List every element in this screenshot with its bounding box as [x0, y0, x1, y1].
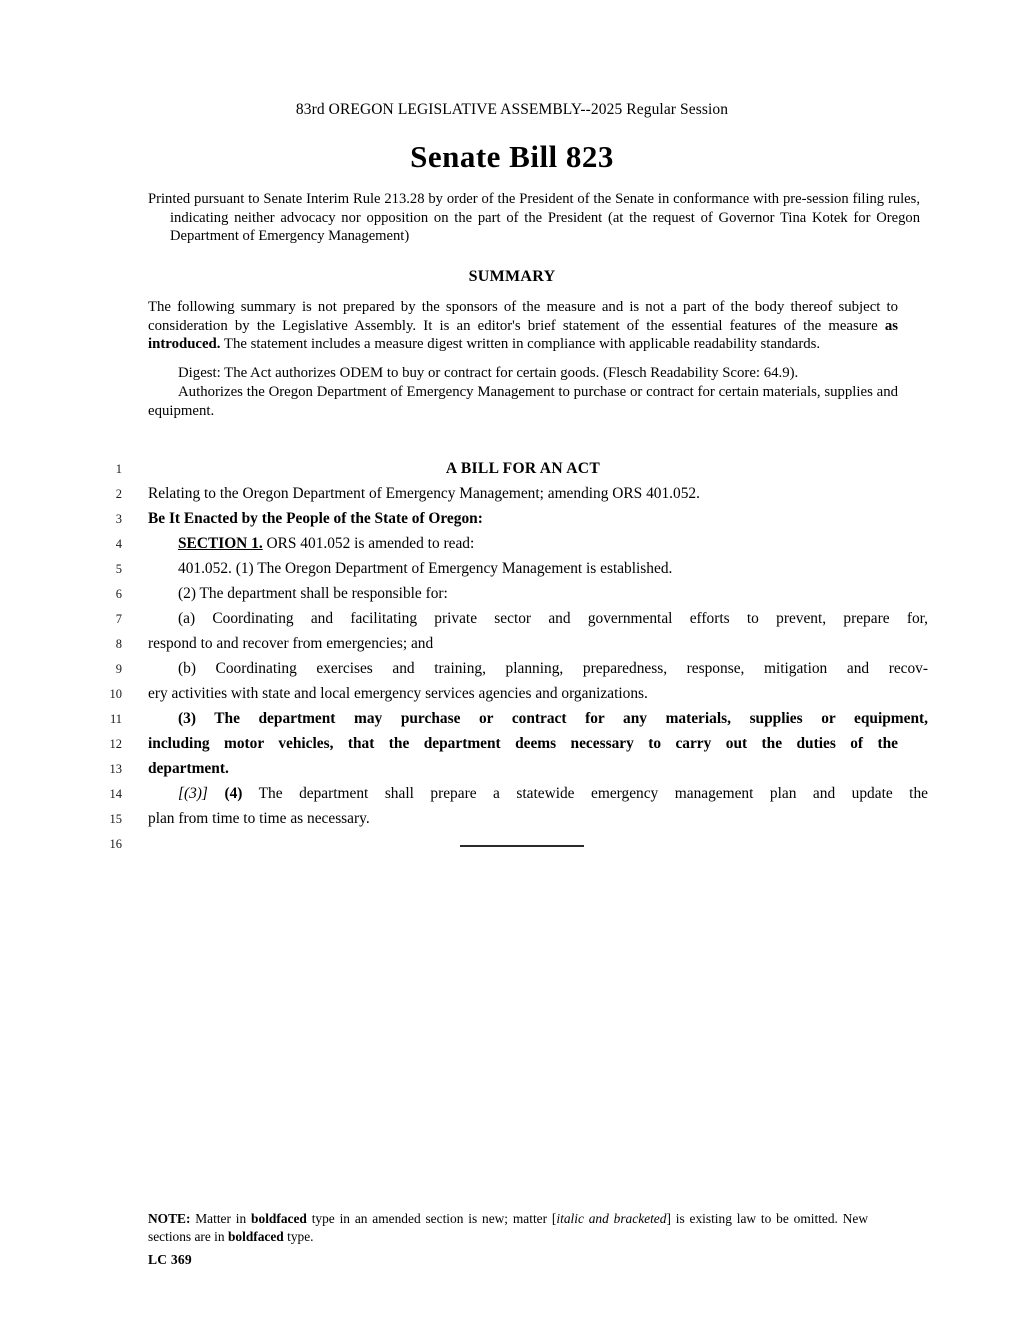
line-content	[148, 533, 928, 555]
line-content: Be It Enacted by the People of the State of Oregon:	[148, 510, 483, 527]
line-remainder: The department shall prepare a statewide emergency management plan and update the	[242, 785, 928, 802]
section-text: ORS 401.052 is amended to read:	[262, 535, 475, 552]
note-italic-bracketed: italic and bracketed	[556, 1211, 667, 1226]
bracketed-omitted-text: [(3)]	[178, 785, 208, 802]
summary-disclaimer-text-1: The following summary is not prepared by the sponsors of the measure and is not a part of the body thereof subject to consideration by the Legislative Assembly. It is an editor's brief statement of the essential features of the measure	[148, 299, 898, 334]
bill-line	[0, 583, 1024, 608]
line-number: 5	[115, 562, 122, 576]
act-heading: A BILL FOR AN ACT	[445, 460, 601, 477]
note-text-4: type.	[283, 1228, 314, 1244]
bill-line	[0, 833, 1024, 858]
line-content: (2) The department shall be responsible for:	[178, 585, 448, 602]
end-of-bill-rule	[460, 845, 584, 847]
bill-line	[0, 608, 1024, 633]
line-number: 16	[109, 837, 122, 851]
footer-note-paragraph	[148, 1210, 868, 1245]
line-number: 7	[115, 612, 122, 626]
bill-line	[0, 683, 1024, 708]
summary-body	[148, 298, 898, 420]
note-text-2: type in an amended section is new; matter [	[306, 1211, 557, 1226]
bill-line	[0, 633, 1024, 658]
line-number: 12	[109, 737, 122, 751]
line-number: 8	[115, 637, 122, 651]
line-number: 3	[115, 512, 122, 526]
new-subsection-number: (4)	[224, 785, 243, 802]
note-text-3: ] is existing law to be omitted. New sections are in	[148, 1211, 869, 1244]
line-number: 13	[109, 762, 122, 776]
summary-digest-paragraph: Digest: The Act authorizes ODEM to buy or contract for certain goods. (Flesch Readability Score: 64.9).	[178, 365, 799, 382]
summary-authorizes-paragraph: Authorizes the Oregon Department of Emergency Management to purchase or contract for certain materials, supplies and equipment.	[148, 383, 898, 419]
bill-title: Senate Bill 823	[410, 139, 614, 174]
line-number: 9	[115, 662, 122, 676]
line-number: 2	[115, 487, 122, 501]
line-number: 6	[115, 587, 122, 601]
bill-body	[0, 458, 1024, 858]
line-content: department.	[148, 760, 229, 777]
bill-line	[0, 483, 1024, 508]
bill-line	[0, 708, 1024, 733]
line-number: 15	[109, 812, 122, 826]
note-text-1: Matter in	[190, 1211, 252, 1226]
bill-line	[0, 658, 1024, 683]
summary-heading: SUMMARY	[468, 268, 556, 285]
line-number: 1	[115, 462, 122, 476]
line-content: 401.052. (1) The Oregon Department of Emergency Management is established.	[178, 560, 673, 577]
bill-line	[0, 458, 1024, 483]
bill-line	[0, 758, 1024, 783]
line-number: 10	[109, 687, 122, 701]
bill-line	[0, 558, 1024, 583]
line-content	[148, 783, 928, 805]
line-content: (b) Coordinating exercises and training, planning, preparedness, response, mitigation and recov-	[178, 660, 928, 677]
line-content: (a) Coordinating and facilitating private sector and governmental efforts to prevent, prepare for,	[178, 610, 928, 627]
line-content: respond to and recover from emergencies; and	[148, 635, 434, 652]
note-boldfaced-2: boldfaced	[227, 1228, 284, 1244]
bill-line	[0, 783, 1024, 808]
line-content: ery activities with state and local emergency services agencies and organizations.	[148, 685, 648, 702]
note-boldfaced-1: boldfaced	[251, 1211, 307, 1226]
assembly-session-line: 83rd OREGON LEGISLATIVE ASSEMBLY--2025 Regular Session	[295, 101, 729, 118]
printed-pursuant-paragraph: Printed pursuant to Senate Interim Rule 213.28 by order of the President of the Senate in conformance with pre-session filing rules, indicating neither advocacy nor opposition on the part of the President (at the request of Governor Tina Kotek for Oregon Department of Emergency Management)	[148, 191, 920, 245]
summary-disclaimer-paragraph	[148, 298, 898, 354]
line-content: (3) The department may purchase or contract for any materials, supplies or equipment,	[178, 710, 928, 727]
note-label: NOTE:	[148, 1211, 191, 1226]
bill-line	[0, 533, 1024, 558]
summary-as-introduced-emphasis: as introduced.	[148, 317, 898, 353]
line-content: plan from time to time as necessary.	[148, 810, 370, 827]
summary-disclaimer-text-2: The statement includes a measure digest written in compliance with applicable readability standards.	[220, 336, 821, 353]
line-content: including motor vehicles, that the department deems necessary to carry out the duties of the	[148, 735, 898, 752]
section-label: SECTION 1.	[178, 535, 263, 552]
footer-note	[148, 1210, 868, 1245]
bill-line	[0, 508, 1024, 533]
line-number: 11	[109, 712, 122, 726]
line-number: 14	[109, 787, 122, 801]
line-number: 4	[115, 537, 122, 551]
bill-line	[0, 733, 1024, 758]
line-content: Relating to the Oregon Department of Emergency Management; amending ORS 401.052.	[148, 485, 700, 502]
bill-line	[0, 808, 1024, 833]
lc-number: LC 369	[148, 1252, 192, 1267]
